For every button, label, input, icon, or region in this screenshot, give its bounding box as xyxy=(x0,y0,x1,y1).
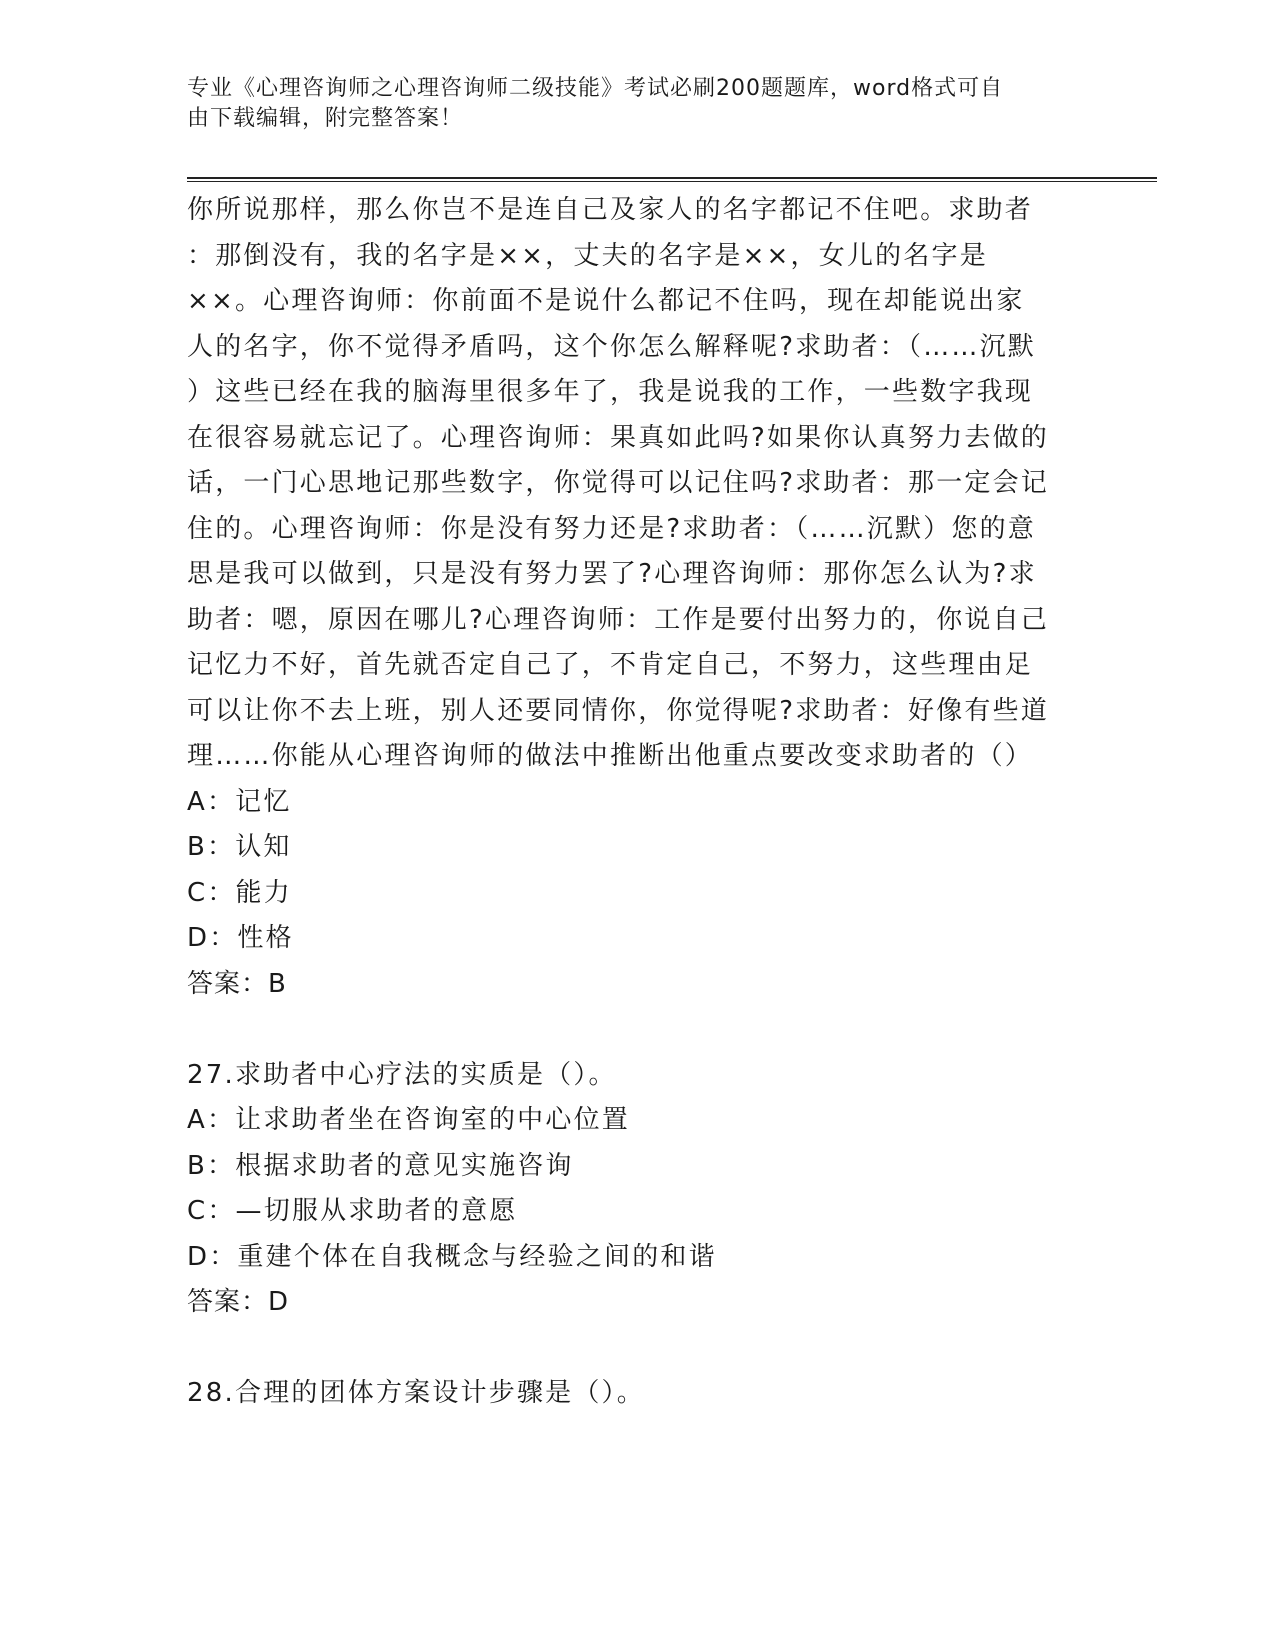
header-line-1: 专业《心理咨询师之心理咨询师二级技能》考试必刷200题题库，word格式可自 xyxy=(187,76,1004,101)
question-27-option-b: B：根据求助者的意见实施咨询 xyxy=(187,1150,574,1181)
question-26-stem-line: 你所说那样，那么你岂不是连自己及家人的名字都记不住吧。求助者 xyxy=(187,195,1034,225)
question-27-option-d: D：重建个体在自我概念与经验之间的和谐 xyxy=(187,1241,717,1272)
question-26-stem-line: ××。心理咨询师：你前面不是说什么都记不住吗，现在却能说出家 xyxy=(187,286,1025,316)
question-26-option-d: D：性格 xyxy=(187,923,294,953)
header-divider xyxy=(187,177,1157,182)
page-header xyxy=(187,74,1067,134)
question-26-option-a: A：记忆 xyxy=(187,786,292,817)
blank-line xyxy=(187,1326,1077,1372)
question-26-stem-line: 在很容易就忘记了。心理咨询师：果真如此吗?如果你认真努力去做的 xyxy=(187,422,1050,453)
question-26-stem-line: ）这些已经在我的脑海里很多年了，我是说我的工作，一些数字我现 xyxy=(187,377,1034,407)
question-26-stem-line: 可以让你不去上班，别人还要同情你，你觉得呢?求助者：好像有些道 xyxy=(187,695,1050,726)
question-26-stem-line: 人的名字，你不觉得矛盾吗，这个你怎么解释呢?求助者：（……沉默 xyxy=(187,331,1037,362)
question-26-stem-line: ：那倒没有，我的名字是××，丈夫的名字是××，女儿的名字是 xyxy=(187,240,988,271)
question-26-stem-line: 住的。心理咨询师：你是没有努力还是?求助者：（……沉默）您的意 xyxy=(187,513,1037,544)
question-26-answer: 答案：B xyxy=(187,968,287,999)
question-27-stem: 27.求助者中心疗法的实质是（）。 xyxy=(187,1059,617,1090)
question-26-option-b: B：认知 xyxy=(187,832,292,862)
question-26-stem-line: 话，一门心思地记那些数字，你觉得可以记住吗?求助者：那一定会记 xyxy=(187,468,1050,498)
question-28-stem: 28.合理的团体方案设计步骤是（）。 xyxy=(187,1378,645,1408)
question-27-option-c: C：—切服从求助者的意愿 xyxy=(187,1196,518,1226)
question-26-option-c: C：能力 xyxy=(187,877,292,908)
question-26-stem-line: 理……你能从心理咨询师的做法中推断出他重点要改变求助者的（） xyxy=(187,741,1034,771)
question-26-stem-line: 助者：嗯，原因在哪儿?心理咨询师：工作是要付出努力的，你说自己 xyxy=(187,604,1050,635)
question-27-option-a: A：让求助者坐在咨询室的中心位置 xyxy=(187,1105,630,1135)
question-26-stem-line: 思是我可以做到，只是没有努力罢了?心理咨询师：那你怎么认为?求 xyxy=(187,559,1037,589)
question-28 xyxy=(187,1371,1077,1417)
question-27 xyxy=(187,1053,1077,1326)
question-26-stem-line: 记忆力不好，首先就否定自己了，不肯定自己，不努力，这些理由足 xyxy=(187,650,1034,680)
header-line-2: 由下载编辑，附完整答案！ xyxy=(187,106,464,131)
document-body xyxy=(187,188,1077,1417)
blank-line xyxy=(187,1007,1077,1053)
question-27-answer: 答案：D xyxy=(187,1287,290,1317)
question-26 xyxy=(187,188,1077,1007)
